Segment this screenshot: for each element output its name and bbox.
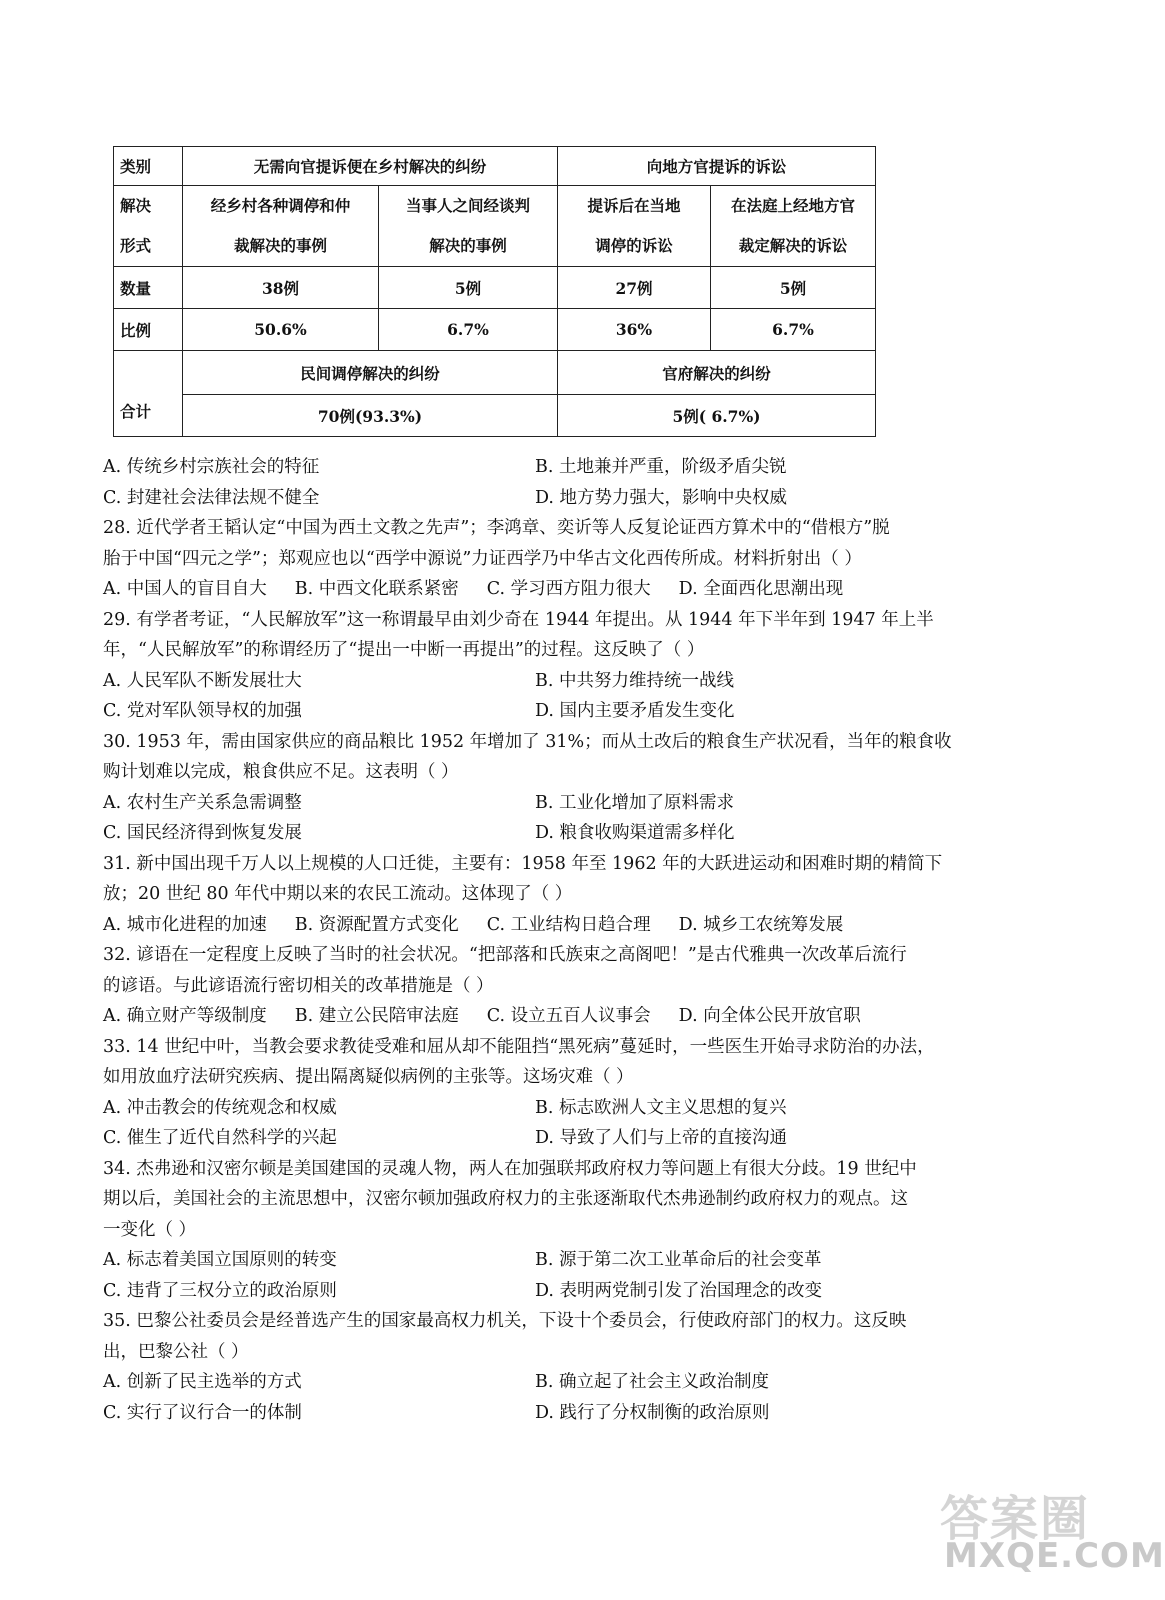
q33-stem-line2: 如用放血疗法研究疾病、提出隔离疑似病例的主张等。这场灾难（ ） xyxy=(103,1067,634,1087)
q34-options-row2 xyxy=(103,1276,1008,1307)
q33-options-row1 xyxy=(103,1093,1008,1124)
q31-option-c[interactable]: C. 工业结构日趋合理 xyxy=(486,914,651,935)
q27-option-a[interactable]: A. 传统乡村宗族社会的特征 xyxy=(103,457,320,477)
method-label-line2: 形式 xyxy=(120,236,152,255)
q29-options-row2 xyxy=(103,696,1008,727)
q28-option-b[interactable]: B. 中西文化联系紧密 xyxy=(294,579,459,599)
q31-stem-line2: 放；20 世纪 80 年代中期以来的农民工流动。这体现了（ ） xyxy=(103,884,573,904)
q32-option-a[interactable]: A. 确立财产等级制度 xyxy=(103,1006,267,1026)
q29-stem-line1: 29. 有学者考证，“人民解放军”这一称谓最早由刘少奇在 1944 年提出。从 1944 年下半年到 1947 年上半 xyxy=(103,609,934,630)
q28-options-row xyxy=(103,574,1008,605)
method-2-line2: 解决的事例 xyxy=(429,236,507,255)
q27-options-row1 xyxy=(103,452,1008,483)
table-cell-count-2: 5例 xyxy=(379,267,558,309)
method-3-line2: 调停的诉讼 xyxy=(595,236,673,255)
q33-option-b[interactable]: B. 标志欧洲人文主义思想的复兴 xyxy=(535,1097,787,1118)
q27-option-c[interactable]: C. 封建社会法律法规不健全 xyxy=(103,487,320,508)
table-cell-count-1: 38例 xyxy=(183,267,379,309)
table-cell-total-left-value: 70例(93.3%) xyxy=(183,395,558,437)
q32-stem-line1: 32. 谚语在一定程度上反映了当时的社会状况。“把部落和氏族束之高阁吧！”是古代雅典一次改革后流行 xyxy=(103,945,907,965)
q34-stem-line3: 一变化（ ） xyxy=(103,1219,197,1240)
table-cell-total-right-title: 官府解决的纠纷 xyxy=(558,351,876,395)
table-cell-method-3 xyxy=(558,186,711,267)
q34-stem-line1: 34. 杰弗逊和汉密尔顿是美国建国的灵魂人物，两人在加强联邦政府权力等问题上有很大分歧。19 世纪中 xyxy=(103,1158,917,1179)
table-cell-count-4: 5例 xyxy=(711,267,876,309)
q28-stem-line2: 胎于中国“四元之学”；郑观应也以“西学中源说”力证西学乃中华古文化西传所成。材料折射出（ ） xyxy=(103,548,862,569)
q35-stem-line2: 出，巴黎公社（ ） xyxy=(103,1341,249,1362)
q32-stem-line2: 的谚语。与此谚语流行密切相关的改革措施是（ ） xyxy=(103,975,494,996)
q30-stem-line2: 购计划难以完成，粮食供应不足。这表明（ ） xyxy=(103,762,459,782)
q30-options-row2 xyxy=(103,818,1008,849)
q35-stem-line1: 35. 巴黎公社委员会是经普选产生的国家最高权力机关，下设十个委员会，行使政府部门的权力。这反映 xyxy=(103,1311,907,1331)
table-cell-total-left-title: 民间调停解决的纠纷 xyxy=(183,351,558,395)
method-1-line1: 经乡村各种调停和仲 xyxy=(210,196,351,215)
q27-options-row2 xyxy=(103,483,1008,514)
table-cell-method-1 xyxy=(183,186,379,267)
table-cell-ratio-label: 比例 xyxy=(114,309,183,351)
q31-options-row xyxy=(103,910,1008,941)
q30-options-row1 xyxy=(103,788,1008,819)
q29-option-d[interactable]: D. 国内主要矛盾发生变化 xyxy=(535,701,735,721)
table-cell-ratio-2: 6.7% xyxy=(379,309,558,351)
table-cell-total-label: 合计 xyxy=(114,351,183,437)
q35-option-a[interactable]: A. 创新了民主选举的方式 xyxy=(103,1372,302,1392)
q35-option-c[interactable]: C. 实行了议行合一的体制 xyxy=(103,1402,302,1423)
method-4-line2: 裁定解决的诉讼 xyxy=(738,236,848,255)
method-3-line1: 提诉后在当地 xyxy=(587,196,681,215)
q31-option-a[interactable]: A. 城市化进程的加速 xyxy=(103,914,267,935)
q34-stem-line2: 期以后，美国社会的主流思想中，汉密尔顿加强政府权力的主张逐渐取代杰弗逊制约政府权力的观点。这 xyxy=(103,1189,908,1209)
table-cell-method-2 xyxy=(379,186,558,267)
watermark-url: MXQE.COM xyxy=(944,1536,1165,1576)
q28-option-a[interactable]: A. 中国人的盲目自大 xyxy=(103,579,267,599)
q29-options-row1 xyxy=(103,666,1008,697)
q34-option-a[interactable]: A. 标志着美国立国原则的转变 xyxy=(103,1250,337,1270)
table-header-row xyxy=(114,147,876,186)
method-4-line1: 在法庭上经地方官 xyxy=(730,196,855,215)
q35-options-row1 xyxy=(103,1367,1008,1398)
table-cell-category-label: 类别 xyxy=(114,147,183,186)
q34-option-c[interactable]: C. 违背了三权分立的政治原则 xyxy=(103,1280,337,1301)
q28-option-d[interactable]: D. 全面西化思潮出现 xyxy=(678,579,844,599)
table-total-title-row xyxy=(114,351,876,395)
table-cell-ratio-1: 50.6% xyxy=(183,309,379,351)
q29-stem-line2: 年，“人民解放军”的称谓经历了“提出一中断一再提出”的过程。这反映了（ ） xyxy=(103,640,705,660)
watermark-logo: 答案圈 xyxy=(940,1491,1091,1547)
q34-options-row1 xyxy=(103,1245,1008,1276)
table-ratio-row xyxy=(114,309,876,351)
q30-option-a[interactable]: A. 农村生产关系急需调整 xyxy=(103,792,302,813)
q30-option-b[interactable]: B. 工业化增加了原料需求 xyxy=(535,792,734,813)
q27-option-b[interactable]: B. 土地兼并严重，阶级矛盾尖锐 xyxy=(535,457,787,477)
q33-options-row2 xyxy=(103,1123,1008,1154)
q32-option-c[interactable]: C. 设立五百人议事会 xyxy=(486,1006,651,1026)
table-cell-count-3: 27例 xyxy=(558,267,711,309)
q33-stem-line1: 33. 14 世纪中叶，当教会要求教徒受难和屈从却不能阻挡“黑死病”蔓延时，一些医生开始寻求防治的办法， xyxy=(103,1036,935,1057)
q34-option-d[interactable]: D. 表明两党制引发了治国理念的改变 xyxy=(535,1280,823,1301)
table-method-row xyxy=(114,186,876,267)
table-cell-village-disputes-header: 无需向官提诉便在乡村解决的纠纷 xyxy=(183,147,558,186)
table-cell-count-label: 数量 xyxy=(114,267,183,309)
q30-option-d[interactable]: D. 粮食收购渠道需多样化 xyxy=(535,823,735,843)
q29-option-a[interactable]: A. 人民军队不断发展壮大 xyxy=(103,670,302,691)
table-cell-total-right-value: 5例( 6.7%) xyxy=(558,395,876,437)
table-cell-official-lawsuits-header: 向地方官提诉的诉讼 xyxy=(558,147,876,186)
q28-option-c[interactable]: C. 学习西方阻力很大 xyxy=(486,579,651,599)
table-count-row xyxy=(114,267,876,309)
method-1-line2: 裁解决的事例 xyxy=(233,236,327,255)
q29-option-b[interactable]: B. 中共努力维持统一战线 xyxy=(535,670,734,691)
q33-option-c[interactable]: C. 催生了近代自然科学的兴起 xyxy=(103,1128,337,1148)
watermark xyxy=(930,1480,1165,1590)
q28-stem-line1: 28. 近代学者王韬认定“中国为西土文教之先声”；李鸿章、奕䜣等人反复论证西方算术中的“借根方”脱 xyxy=(103,518,890,538)
q35-option-d[interactable]: D. 践行了分权制衡的政治原则 xyxy=(535,1402,770,1423)
questions-section xyxy=(103,452,1008,1428)
q30-stem-line1: 30. 1953 年，需由国家供应的商品粮比 1952 年增加了 31%；而从土改后的粮食生产状况看，当年的粮食收 xyxy=(103,731,952,752)
q32-option-b[interactable]: B. 建立公民陪审法庭 xyxy=(294,1006,459,1026)
q31-stem-line1: 31. 新中国出现千万人以上规模的人口迁徙，主要有：1958 年至 1962 年的大跃进运动和困难时期的精简下 xyxy=(103,853,943,874)
method-2-line1: 当事人之间经谈判 xyxy=(405,196,530,215)
dispute-statistics-table xyxy=(113,146,876,437)
q31-option-d[interactable]: D. 城乡工农统筹发展 xyxy=(678,914,844,935)
q35-option-b[interactable]: B. 确立起了社会主义政治制度 xyxy=(535,1372,769,1392)
table-cell-ratio-3: 36% xyxy=(558,309,711,351)
q32-option-d[interactable]: D. 向全体公民开放官职 xyxy=(678,1006,861,1026)
table-total-value-row xyxy=(114,395,876,437)
table-cell-ratio-4: 6.7% xyxy=(711,309,876,351)
q33-option-d[interactable]: D. 导致了人们与上帝的直接沟通 xyxy=(535,1128,788,1148)
q31-option-b[interactable]: B. 资源配置方式变化 xyxy=(294,914,459,935)
q29-option-c[interactable]: C. 党对军队领导权的加强 xyxy=(103,701,302,721)
q30-option-c[interactable]: C. 国民经济得到恢复发展 xyxy=(103,823,302,843)
q34-option-b[interactable]: B. 源于第二次工业革命后的社会变革 xyxy=(535,1250,822,1270)
q27-option-d[interactable]: D. 地方势力强大，影响中央权威 xyxy=(535,487,788,508)
q33-option-a[interactable]: A. 冲击教会的传统观念和权威 xyxy=(103,1097,337,1118)
q35-options-row2 xyxy=(103,1398,1008,1429)
table-cell-method-4 xyxy=(711,186,876,267)
method-label-line1: 解决 xyxy=(120,196,152,215)
q32-options-row xyxy=(103,1001,1008,1032)
table-cell-method-label xyxy=(114,186,183,267)
